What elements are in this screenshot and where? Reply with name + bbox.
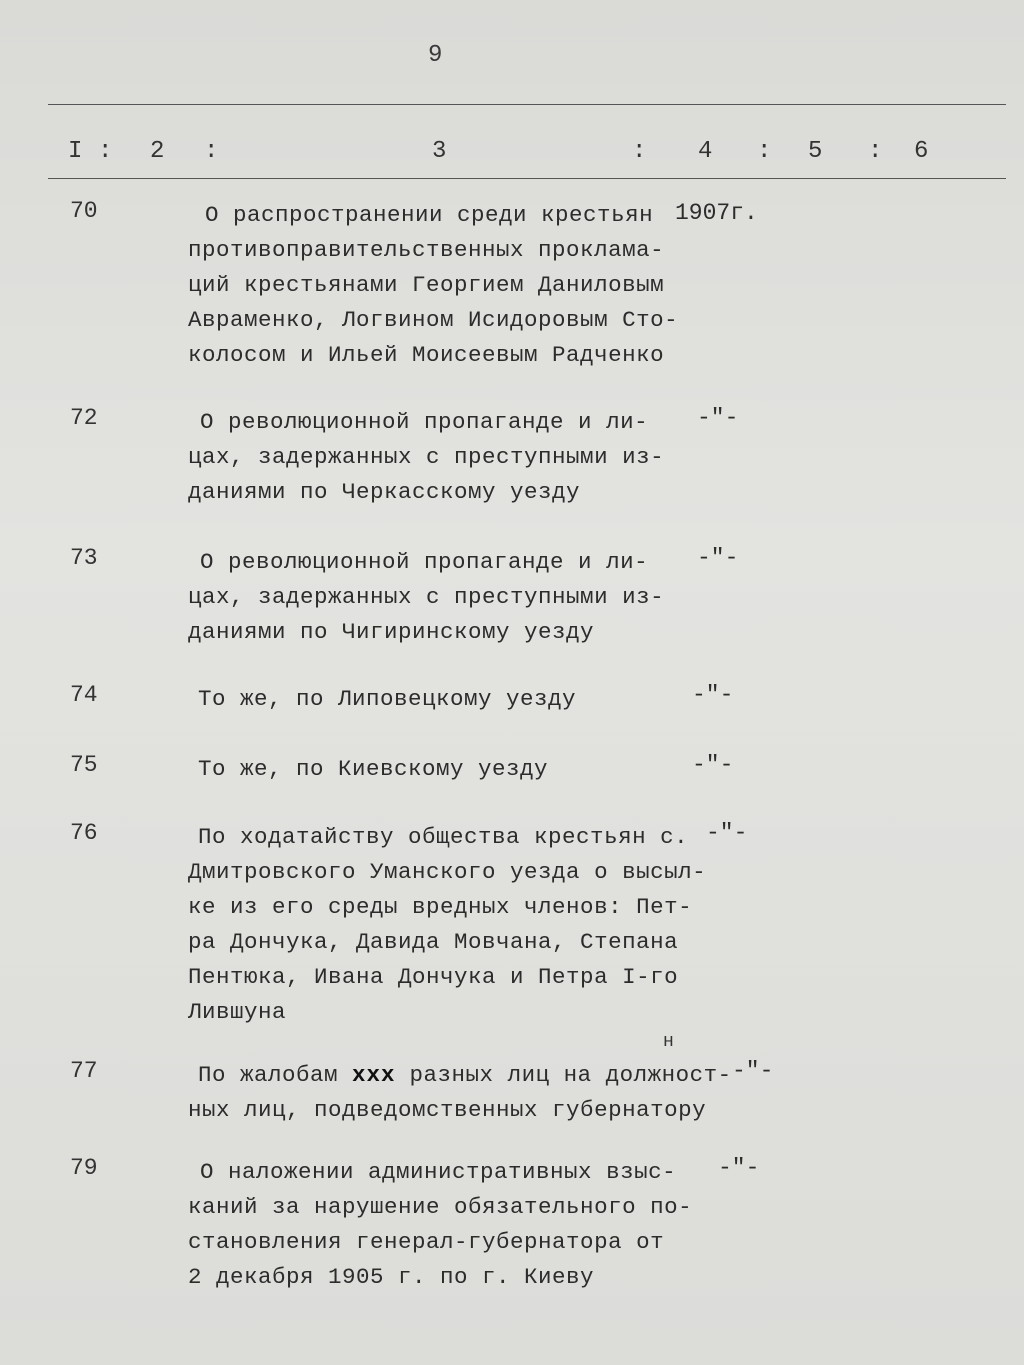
entry-description-line: даниями по Чигиринскому уезду	[188, 619, 595, 645]
entry-description-line: становления генерал-губернатора от	[188, 1229, 665, 1255]
entry-number: 77	[70, 1058, 98, 1084]
entry-number: 70	[70, 198, 98, 224]
entry-date: -"-	[718, 1155, 760, 1181]
entry-number: 76	[70, 820, 98, 846]
page-number: 9	[428, 42, 443, 69]
header-col-3: 3	[432, 138, 447, 165]
entry-description-line: Авраменко, Логвином Исидоровым Сто-	[188, 307, 679, 333]
header-col-4: 4	[698, 138, 713, 165]
header-sep: :	[868, 138, 883, 165]
entry-description-line: О революционной пропаганде и ли-	[200, 409, 649, 435]
entry-date: -"-	[692, 682, 734, 708]
entry-date: -"-	[706, 820, 748, 846]
entry-description-line: О наложении административных взыс-	[200, 1159, 677, 1185]
entry-description-line: цах, задержанных с преступными из-	[188, 584, 665, 610]
struck-out-text: xxx	[352, 1062, 396, 1088]
entry-description-line: О революционной пропаганде и ли-	[200, 549, 649, 575]
entry-description-line: ций крестьянами Георгием Даниловым	[188, 272, 665, 298]
entry-description-line: колосом и Ильей Моисеевым Радченко	[188, 342, 665, 368]
entry-description-line: Пентюка, Ивана Дончука и Петра I-го	[188, 964, 679, 990]
entry-date: -"-	[697, 405, 739, 431]
entry-description-line: О распространении среди крестьян	[205, 202, 654, 228]
entry-date: -"-	[732, 1058, 774, 1084]
header-col-1: I	[68, 138, 83, 165]
entry-date: -"-	[692, 752, 734, 778]
entry-description-line: ных лиц, подведомственных губернатору	[188, 1097, 707, 1123]
entry-date: -"-	[697, 545, 739, 571]
entry-description-line: даниями по Черкасскому уезду	[188, 479, 581, 505]
entry-number: 79	[70, 1155, 98, 1181]
entry-number: 73	[70, 545, 98, 571]
entry-description-line: Дмитровского Уманского уезда о высыл-	[188, 859, 707, 885]
header-col-6: 6	[914, 138, 929, 165]
entry-description-line	[198, 1058, 732, 1093]
text-segment: По жалобам	[198, 1062, 353, 1088]
header-col-2: 2	[150, 138, 165, 165]
header-col-5: 5	[808, 138, 823, 165]
entry-description-line: То же, по Липовецкому уезду	[198, 686, 577, 712]
header-sep: :	[757, 138, 772, 165]
table-top-rule	[48, 104, 1006, 105]
entry-description-line: противоправительственных проклама-	[188, 237, 665, 263]
entry-description-line: ке из его среды вредных членов: Пет-	[188, 894, 693, 920]
entry-description-line: каний за нарушение обязательного по-	[188, 1194, 693, 1220]
header-sep: :	[98, 138, 113, 165]
header-sep: :	[632, 138, 647, 165]
handwritten-correction: н	[663, 1032, 674, 1052]
entry-number: 72	[70, 405, 98, 431]
entry-description-line: Лившуна	[188, 999, 287, 1025]
entry-description-line: 2 декабря 1905 г. по г. Киеву	[188, 1264, 595, 1290]
entry-number: 74	[70, 682, 98, 708]
entry-description-line: По ходатайству общества крестьян с.	[198, 824, 689, 850]
entry-number: 75	[70, 752, 98, 778]
entry-date: 1907г.	[675, 200, 758, 226]
table-header-rule	[48, 178, 1006, 179]
header-sep: :	[204, 138, 219, 165]
entry-description-line: То же, по Киевскому уезду	[198, 756, 549, 782]
entry-description-line: цах, задержанных с преступными из-	[188, 444, 665, 470]
text-segment: разных лиц на должност-	[395, 1062, 732, 1088]
entry-description-line: ра Дончука, Давида Мовчана, Степана	[188, 929, 679, 955]
